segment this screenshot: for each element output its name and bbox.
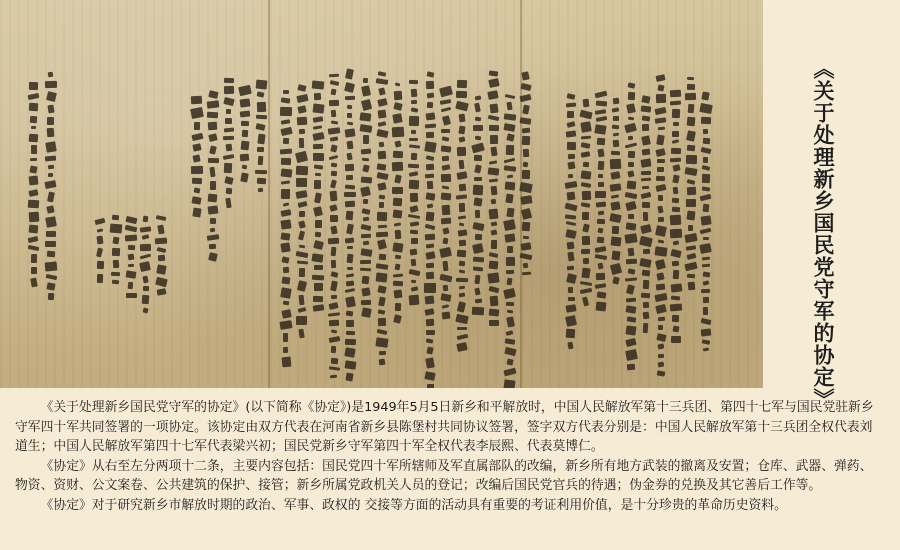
- description-paragraph-3: 《协定》对于研究新乡市解放时期的政治、军事、政权的 交接等方面的活动具有重要的考证利用价值，是十分珍贵的革命历史资料。: [40, 497, 787, 513]
- handwriting-column: [296, 83, 308, 340]
- handwriting-column: [155, 214, 167, 297]
- handwriting-column: [110, 213, 122, 286]
- handwriting-column: [280, 88, 292, 369]
- handwriting-column: [408, 78, 420, 306]
- handwriting-column: [472, 94, 484, 317]
- handwriting-column: [223, 76, 234, 210]
- handwriting-column: [255, 78, 267, 194]
- handwriting-column: [655, 73, 667, 378]
- handwriting-column: [595, 90, 607, 313]
- handwriting-column: [504, 93, 516, 388]
- handwriting-column: [424, 70, 436, 388]
- handwriting-column: [95, 217, 105, 284]
- handwriting-column: [328, 72, 340, 380]
- handwriting-column: [685, 75, 697, 293]
- handwriting-column: [392, 81, 404, 325]
- description-text: [15, 398, 885, 515]
- handwriting-column: [580, 97, 592, 308]
- description-paragraph-1: 《关于处理新乡国民党守军的协定》(以下简称《协定》)是1949年5月5日新乡和平解放时，中国人民解放军第十三兵团、第四十七军与国民党驻新乡守军四十军共同签署的一项协定。该协定由双方代表在河南省新乡县陈堡村共同协议签署，签字双方代表分别是：中国人民解放军第十三兵团全权代表刘道生；中国人民解放军第四十七军代表梁兴初；国民党新乡守军第四十军全权代表李辰熙、代表莫博仁。: [15, 400, 874, 454]
- handwriting-column: [28, 80, 39, 289]
- handwriting-column: [610, 96, 621, 287]
- handwriting-column: [125, 215, 137, 301]
- handwriting-column: [191, 94, 203, 218]
- handwriting-column: [700, 90, 712, 353]
- handwriting-column: [312, 79, 324, 313]
- handwriting-column: [640, 94, 652, 335]
- description-paragraph-2: 《协定》从右至左分两项十二条，主要内容包括：国民党四十军所辖师及军直属部队的改编，新乡所有地方武装的撤离及安置；仓库、武器、弹药、物资、资财、公文案卷、公共建筑的保护、接管；新乡所属党政机关人员的登记；改编后国民党官兵的待遇；伪金券的兑换及其它善后工作等。: [15, 458, 873, 493]
- handwriting-column: [520, 70, 532, 276]
- handwriting-column: [376, 70, 388, 367]
- handwriting-column: [344, 67, 356, 383]
- handwriting-column: [239, 84, 251, 184]
- handwriting-column: [625, 81, 637, 372]
- handwriting-column: [440, 85, 452, 321]
- handwriting-column: [140, 214, 151, 315]
- handwriting-column: [207, 89, 219, 263]
- handwriting-column: [45, 70, 57, 303]
- handwriting-column: [456, 78, 468, 353]
- handwriting-column: [488, 69, 499, 329]
- handwriting-column: [565, 92, 577, 351]
- document-title: 《关于处理新乡国民党守军的协定》: [811, 58, 835, 410]
- handwriting-column: [360, 76, 372, 320]
- handwriting-column: [670, 88, 682, 345]
